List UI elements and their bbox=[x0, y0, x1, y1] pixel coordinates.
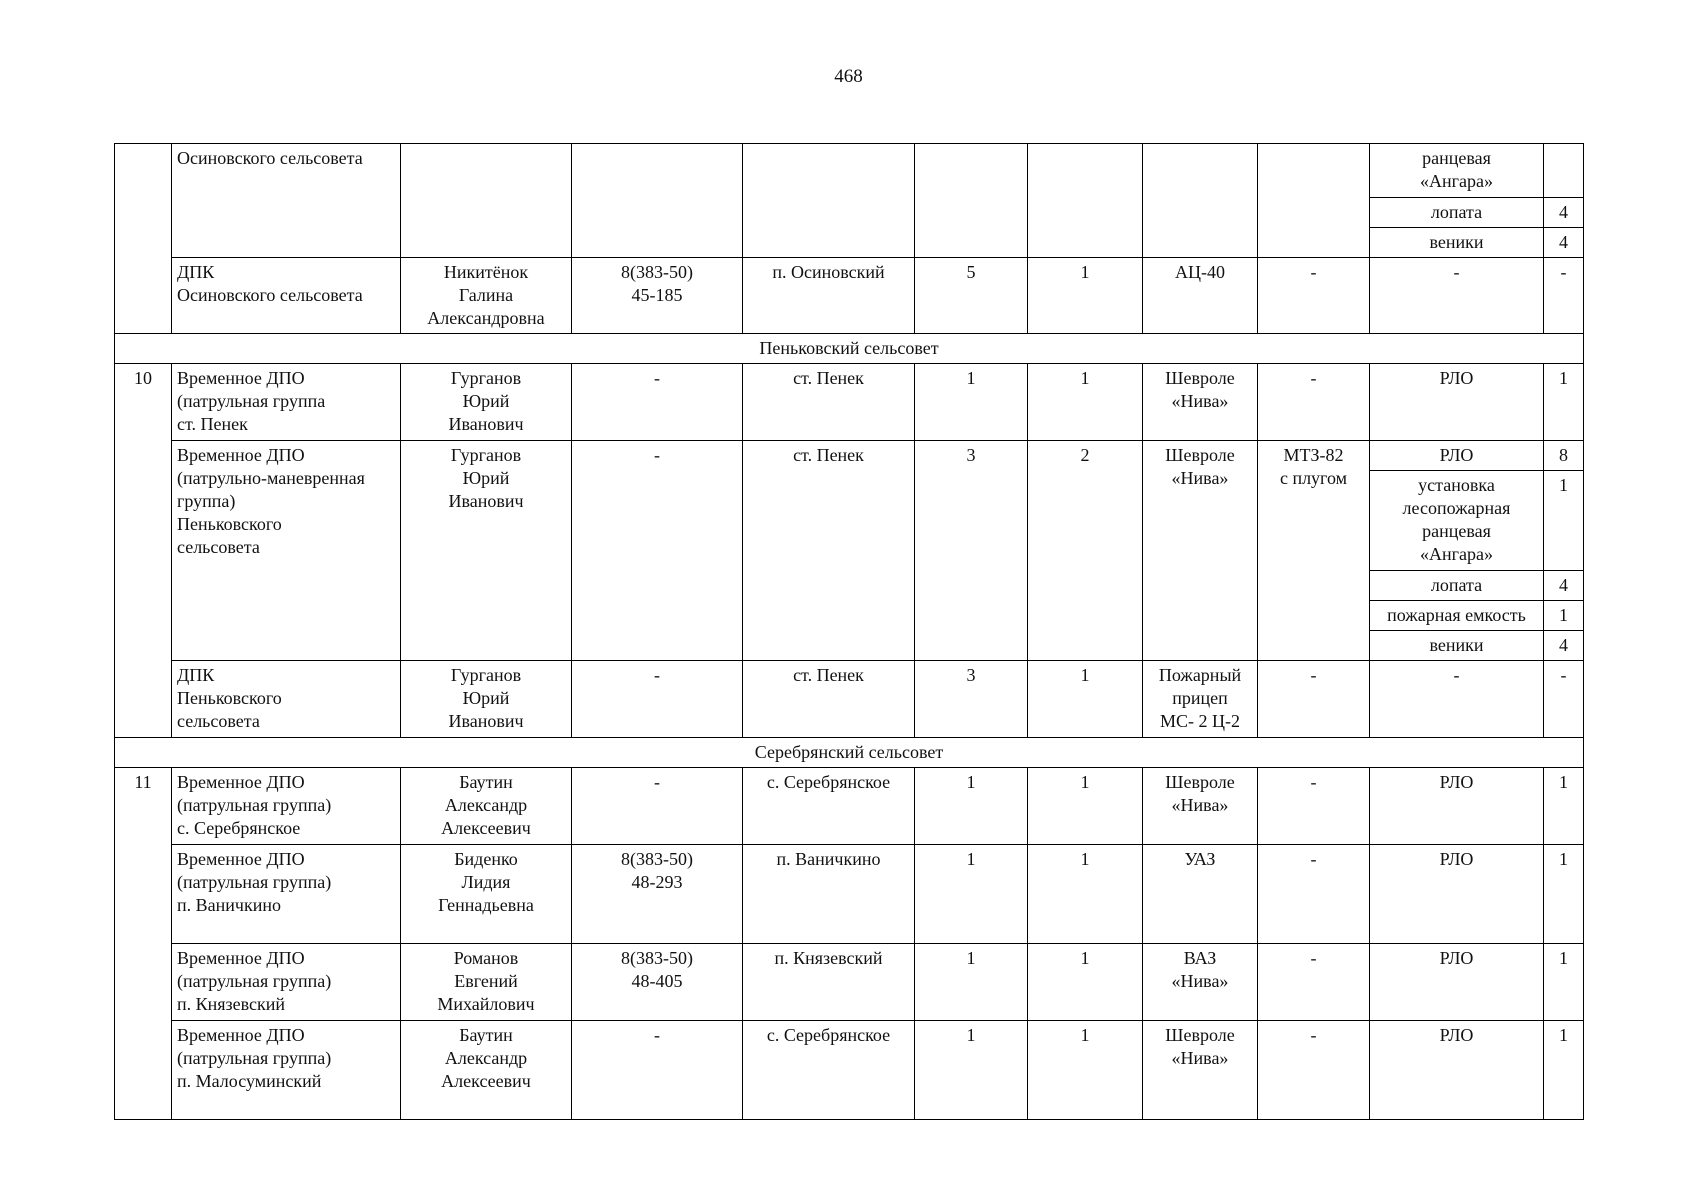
people-cell: 1 bbox=[915, 768, 1028, 845]
phone-cell: 8(383-50) 48-293 bbox=[572, 845, 743, 944]
vehicle-cell: Шевроле «Нива» bbox=[1143, 364, 1258, 441]
vehicles-count-cell: 1 bbox=[1028, 768, 1143, 845]
vehicle-cell: Шевроле «Нива» bbox=[1143, 441, 1258, 661]
equipment-name-cell: РЛО bbox=[1370, 768, 1544, 845]
equipment-qty-cell: 1 bbox=[1544, 364, 1584, 441]
equipment-qty-cell: 1 bbox=[1544, 944, 1584, 1021]
org-cell: Временное ДПО (патрульная группа) п. Малосуминский bbox=[172, 1021, 401, 1120]
equipment-qty-cell: 4 bbox=[1544, 571, 1584, 601]
vehicles-count-cell: 1 bbox=[1028, 258, 1143, 334]
vehicles-count-cell: 1 bbox=[1028, 944, 1143, 1021]
vehicle-cell: АЦ-40 bbox=[1143, 258, 1258, 334]
equipment-name-cell: РЛО bbox=[1370, 845, 1544, 944]
org-cell: Временное ДПО (патрульная группа) п. Ваничкино bbox=[172, 845, 401, 944]
head-cell: Баутин Александр Алексеевич bbox=[401, 1021, 572, 1120]
table-row bbox=[115, 944, 1584, 1021]
org-cell: ДПК Пеньковского сельсовета bbox=[172, 661, 401, 738]
org-cell: Временное ДПО (патрульная группа ст. Пенек bbox=[172, 364, 401, 441]
people-cell: 3 bbox=[915, 441, 1028, 661]
org-cell: Временное ДПО (патрульно-маневренная группа) Пеньковского сельсовета bbox=[172, 441, 401, 661]
vehicle-cell: Шевроле «Нива» bbox=[1143, 1021, 1258, 1120]
table-row bbox=[115, 845, 1584, 944]
equipment-name-cell: - bbox=[1370, 258, 1544, 334]
tech-cell: - bbox=[1258, 258, 1370, 334]
phone-cell: - bbox=[572, 661, 743, 738]
section-title: Серебрянский сельсовет bbox=[115, 738, 1584, 768]
equipment-name-cell: установка лесопожарная ранцевая «Ангара» bbox=[1370, 471, 1544, 571]
org-cell: Осиновского сельсовета bbox=[172, 144, 401, 258]
people-cell: 1 bbox=[915, 944, 1028, 1021]
equipment-qty-cell: - bbox=[1544, 661, 1584, 738]
location-cell: с. Серебрянское bbox=[743, 1021, 915, 1120]
tech-cell: - bbox=[1258, 1021, 1370, 1120]
location-cell: п. Ваничкино bbox=[743, 845, 915, 944]
tech-cell: - bbox=[1258, 845, 1370, 944]
head-cell: Гурганов Юрий Иванович bbox=[401, 364, 572, 441]
phone-cell: - bbox=[572, 364, 743, 441]
equipment-name-cell: РЛО bbox=[1370, 364, 1544, 441]
row-number-cell: 11 bbox=[115, 768, 172, 1120]
equipment-name-cell: - bbox=[1370, 661, 1544, 738]
row-number-cell: 10 bbox=[115, 364, 172, 738]
page-number: 468 bbox=[834, 66, 863, 87]
equipment-qty-cell bbox=[1544, 144, 1584, 198]
table-row bbox=[115, 258, 1584, 334]
table-row bbox=[115, 661, 1584, 738]
org-cell: Временное ДПО (патрульная группа) с. Серебрянское bbox=[172, 768, 401, 845]
tech-cell bbox=[1258, 144, 1370, 258]
vehicles-count-cell: 2 bbox=[1028, 441, 1143, 661]
section-header-row bbox=[115, 738, 1584, 768]
vehicle-cell: Шевроле «Нива» bbox=[1143, 768, 1258, 845]
equipment-qty-cell: 1 bbox=[1544, 768, 1584, 845]
head-cell: Биденко Лидия Геннадьевна bbox=[401, 845, 572, 944]
location-cell bbox=[743, 144, 915, 258]
phone-cell: 8(383-50) 45-185 bbox=[572, 258, 743, 334]
table-row bbox=[115, 144, 1584, 198]
section-title: Пеньковский сельсовет bbox=[115, 334, 1584, 364]
people-cell: 5 bbox=[915, 258, 1028, 334]
tech-cell: - bbox=[1258, 944, 1370, 1021]
equipment-name-cell: пожарная емкость bbox=[1370, 601, 1544, 631]
vehicles-count-cell: 1 bbox=[1028, 1021, 1143, 1120]
table-row bbox=[115, 441, 1584, 471]
tech-cell: - bbox=[1258, 364, 1370, 441]
head-cell: Баутин Александр Алексеевич bbox=[401, 768, 572, 845]
equipment-name-cell: лопата bbox=[1370, 198, 1544, 228]
location-cell: ст. Пенек bbox=[743, 661, 915, 738]
table-row bbox=[115, 768, 1584, 845]
people-cell bbox=[915, 144, 1028, 258]
vehicle-cell: ВАЗ «Нива» bbox=[1143, 944, 1258, 1021]
people-cell: 1 bbox=[915, 364, 1028, 441]
location-cell: ст. Пенек bbox=[743, 364, 915, 441]
equipment-qty-cell: 1 bbox=[1544, 1021, 1584, 1120]
head-cell: Гурганов Юрий Иванович bbox=[401, 661, 572, 738]
location-cell: п. Князевский bbox=[743, 944, 915, 1021]
equipment-name-cell: РЛО bbox=[1370, 1021, 1544, 1120]
phone-cell: - bbox=[572, 768, 743, 845]
vehicles-count-cell: 1 bbox=[1028, 364, 1143, 441]
tech-cell: - bbox=[1258, 661, 1370, 738]
equipment-name-cell: веники bbox=[1370, 631, 1544, 661]
org-cell: ДПК Осиновского сельсовета bbox=[172, 258, 401, 334]
location-cell: с. Серебрянское bbox=[743, 768, 915, 845]
section-header-row bbox=[115, 334, 1584, 364]
fire-units-table bbox=[114, 143, 1584, 1120]
equipment-qty-cell: 4 bbox=[1544, 198, 1584, 228]
equipment-qty-cell: - bbox=[1544, 258, 1584, 334]
head-cell: Никитёнок Галина Александровна bbox=[401, 258, 572, 334]
vehicle-cell: Пожарный прицеп МС- 2 Ц-2 bbox=[1143, 661, 1258, 738]
org-cell: Временное ДПО (патрульная группа) п. Князевский bbox=[172, 944, 401, 1021]
equipment-qty-cell: 1 bbox=[1544, 601, 1584, 631]
equipment-qty-cell: 4 bbox=[1544, 228, 1584, 258]
location-cell: ст. Пенек bbox=[743, 441, 915, 661]
equipment-qty-cell: 4 bbox=[1544, 631, 1584, 661]
equipment-name-cell: лопата bbox=[1370, 571, 1544, 601]
equipment-qty-cell: 8 bbox=[1544, 441, 1584, 471]
equipment-name-cell: РЛО bbox=[1370, 944, 1544, 1021]
vehicles-count-cell: 1 bbox=[1028, 845, 1143, 944]
phone-cell: - bbox=[572, 1021, 743, 1120]
equipment-name-cell: ранцевая «Ангара» bbox=[1370, 144, 1544, 198]
table-row bbox=[115, 364, 1584, 441]
location-cell: п. Осиновский bbox=[743, 258, 915, 334]
table-row bbox=[115, 1021, 1584, 1120]
people-cell: 1 bbox=[915, 845, 1028, 944]
head-cell: Романов Евгений Михайлович bbox=[401, 944, 572, 1021]
phone-cell: 8(383-50) 48-405 bbox=[572, 944, 743, 1021]
equipment-qty-cell: 1 bbox=[1544, 471, 1584, 571]
vehicles-count-cell bbox=[1028, 144, 1143, 258]
people-cell: 1 bbox=[915, 1021, 1028, 1120]
tech-cell: - bbox=[1258, 768, 1370, 845]
vehicles-count-cell: 1 bbox=[1028, 661, 1143, 738]
tech-cell: МТЗ-82 с плугом bbox=[1258, 441, 1370, 661]
row-number-cell bbox=[115, 144, 172, 334]
vehicle-cell: УАЗ bbox=[1143, 845, 1258, 944]
vehicle-cell bbox=[1143, 144, 1258, 258]
equipment-name-cell: РЛО bbox=[1370, 441, 1544, 471]
phone-cell: - bbox=[572, 441, 743, 661]
people-cell: 3 bbox=[915, 661, 1028, 738]
equipment-qty-cell: 1 bbox=[1544, 845, 1584, 944]
head-cell bbox=[401, 144, 572, 258]
equipment-name-cell: веники bbox=[1370, 228, 1544, 258]
head-cell: Гурганов Юрий Иванович bbox=[401, 441, 572, 661]
phone-cell bbox=[572, 144, 743, 258]
